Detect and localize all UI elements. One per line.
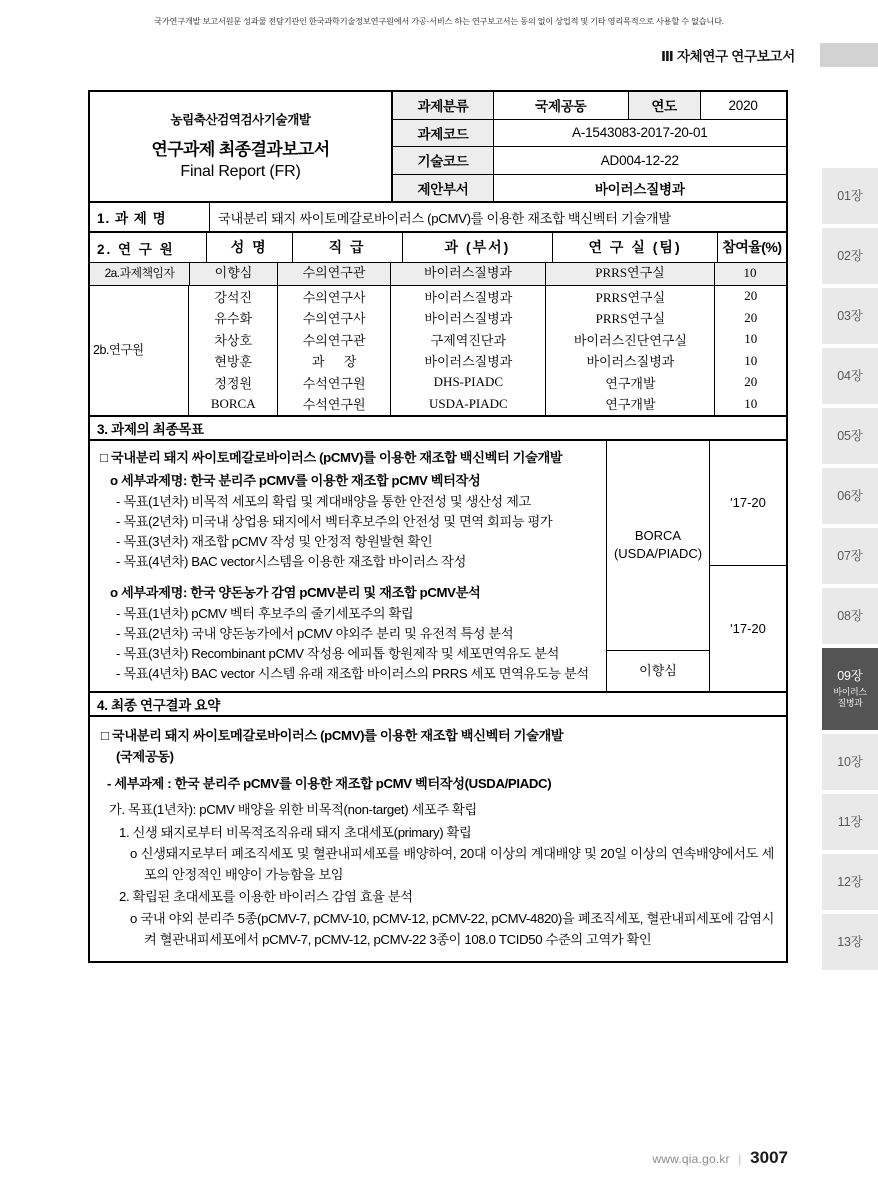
report-meta-block: [391, 92, 786, 201]
chapter-tab-06[interactable]: [822, 468, 878, 524]
header-section-title-text: Ⅲ 자체연구 연구보고서: [660, 49, 796, 64]
meta-value-dept: 바이러스질병과: [493, 175, 786, 202]
member-lab: 연구개발: [605, 397, 656, 413]
goal-item: - 목표(2년차) 미국내 상업용 돼지에서 벡터후보주의 안전성 및 면역 회피능 평가: [116, 513, 553, 529]
member-dept: USDA-PIADC: [428, 395, 508, 411]
section3-block-1-title: □ 국내분리 돼지 싸이토메갈로바이러스 (pCMV)를 이용한 재조합 백신벡터 기술개발: [100, 449, 563, 465]
members-dept-column: [390, 286, 545, 415]
report-table: [88, 90, 788, 963]
chapter-tab-number: 13장: [837, 934, 863, 949]
leader-lab: PRRS연구실: [545, 263, 714, 285]
report-header-row: [90, 92, 786, 201]
member-name: 차상호: [214, 332, 253, 348]
meta-row-category: [393, 92, 786, 119]
col-header-lab: 연 구 실 (팀): [552, 233, 716, 262]
section2-header-row: [90, 231, 786, 262]
section3-block-2-period: '17-20: [710, 565, 786, 691]
meta-row-project-code: [393, 119, 786, 147]
chapter-tab-number: 11장: [837, 814, 863, 829]
report-title-en: Final Report (FR): [180, 163, 301, 180]
section4-title-line1: □ 국내분리 돼지 싸이토메갈로바이러스 (pCMV)를 이용한 재조합 백신벡터 기술개발: [101, 728, 564, 744]
member-dept: 바이러스질병과: [424, 354, 513, 370]
meta-value-year: 2020: [700, 92, 786, 119]
section3-block-1-period: '17-20: [730, 495, 766, 511]
header-section-title: [636, 43, 820, 67]
member-dept: 바이러스질병과: [424, 289, 513, 305]
chapter-tab-10[interactable]: [822, 734, 878, 790]
col-header-rank: 직 급: [292, 233, 402, 262]
member-name: 정정원: [214, 375, 253, 391]
leader-pct: 10: [714, 263, 785, 285]
section4-item-num: 2. 확립된 초대세포를 이용한 바이러스 감염 효율 분석: [119, 889, 413, 905]
section4-title-line2: (국제공동): [116, 748, 174, 764]
chapter-tab-11[interactable]: [822, 794, 878, 850]
chapter-tab-12[interactable]: [822, 854, 878, 910]
member-rank: 수석연구원: [302, 375, 366, 391]
members-lab-column: [545, 286, 714, 415]
col-header-dept: 과 (부서): [402, 233, 553, 262]
members-label: 2b.연구원: [93, 342, 144, 357]
section4-item-o: o 신생돼지로부터 폐조직세포 및 혈관내피세포를 배양하여, 20대 이상의 계대배양 및 20일 이상의 연속배양에서도 세포의 안정적인 배양이 가능함을 보임: [130, 846, 774, 882]
section3-block-1-owner-line2: (USDA/PIADC): [613, 546, 703, 561]
member-pct: 10: [744, 395, 758, 411]
member-dept: 구제역진단과: [430, 332, 507, 348]
chapter-tab-01[interactable]: [822, 168, 878, 224]
section4-items: [101, 800, 774, 950]
chapter-tab-07[interactable]: [822, 528, 878, 584]
member-lab: PRRS연구실: [595, 289, 666, 305]
goal-item: - 목표(1년차) pCMV 벡터 후보주의 줄기세포주의 확립: [116, 605, 414, 621]
member-pct: 10: [744, 331, 758, 347]
member-name: 유수화: [214, 311, 253, 327]
chapter-tab-number: 05장: [837, 428, 863, 443]
chapter-tab-04[interactable]: [822, 348, 878, 404]
members-name-column: [188, 286, 276, 415]
goal-item: - 목표(2년차) 국내 양돈농가에서 pCMV 야외주 분리 및 유전적 특성 분석: [116, 626, 514, 641]
section3-block-2-goals: [100, 604, 597, 684]
goal-item: - 목표(4년차) BAC vector 시스템 유래 재조합 바이러스의 PRRS 세포 면역유도능 분석: [116, 666, 589, 682]
report-title-block: [90, 92, 391, 201]
meta-value-category: 국제공동: [493, 92, 628, 119]
meta-row-tech-code: [393, 146, 786, 174]
meta-label-dept: 제안부서: [393, 175, 493, 202]
chapter-tab-05[interactable]: [822, 408, 878, 464]
section4-item-ga: 가. 목표(1년차): pCMV 배양을 위한 비목적(non-target) 세포주 확립: [109, 801, 477, 817]
leader-rank: 수의연구관: [277, 263, 390, 285]
table-row-leader: [90, 262, 786, 285]
chapter-tab-number: 10장: [837, 754, 863, 769]
col-header-name: 성 명: [206, 233, 292, 262]
section4-item-num: 1. 신생 돼지로부터 비목적조직유래 돼지 초대세포(primary) 확립: [119, 824, 472, 840]
header-band-left-fill: [0, 43, 636, 67]
chapter-tab-list[interactable]: [822, 168, 878, 974]
chapter-tab-number: 01장: [837, 188, 863, 203]
copyright-disclaimer: 국가연구개발 보고서원문 성과물 전담기관인 한국과학기술정보연구원에서 가공·서비스 하는 연구보고서는 동의 없이 상업적 및 기타 영리목적으로 사용할 수 없습니다.: [154, 17, 724, 26]
member-name: 현방훈: [214, 354, 253, 370]
chapter-tab-sublabel-line2: 질병과: [837, 698, 863, 709]
chapter-tab-13[interactable]: [822, 914, 878, 970]
footer-site: www.qia.go.kr: [652, 1152, 730, 1166]
chapter-tab-number: 06장: [837, 488, 863, 503]
section3-period-column: [709, 441, 786, 692]
member-pct: 20: [744, 374, 758, 390]
section3-owner-column: [606, 441, 709, 692]
member-rank: 수의연구사: [302, 289, 366, 305]
member-name: BORCA: [210, 395, 256, 411]
report-subtitle: 농림축산검역검사기술개발: [170, 113, 311, 127]
section4-heading: 4. 최종 연구결과 요약: [90, 691, 786, 715]
section4-body: [90, 715, 786, 961]
chapter-tab-08[interactable]: [822, 588, 878, 644]
footer-page-number: 3007: [750, 1148, 788, 1167]
members-pct-column: [714, 286, 786, 415]
meta-label-category: 과제분류: [393, 92, 493, 119]
section3-block-1-text: [90, 441, 606, 692]
meta-value-project-code: A-1543083-2017-20-01: [493, 120, 786, 147]
meta-label-year: 연도: [628, 92, 700, 119]
section3-block-1: [90, 439, 786, 692]
section3-block-1-owner-line1: BORCA: [634, 528, 682, 544]
goal-item: - 목표(1년차) 비목적 세포의 확립 및 계대배양을 통한 안전성 및 생산성 제고: [116, 493, 531, 509]
report-title-ko: 연구과제 최종결과보고서: [151, 140, 330, 159]
member-rank: 수의연구사: [302, 311, 366, 327]
chapter-tab-number: 03장: [837, 308, 863, 323]
chapter-tab-09[interactable]: [822, 648, 878, 730]
goal-item: - 목표(4년차) BAC vector시스템을 이용한 재조합 바이러스 작성: [116, 553, 466, 569]
member-lab: 바이러스진단연구실: [573, 332, 687, 348]
meta-label-tech-code: 기술코드: [393, 147, 493, 174]
section2-label: 2. 연 구 원: [97, 241, 175, 257]
section3-block-2-subtitle: o 세부과제명: 한국 양돈농가 감염 pCMV분리 및 재조합 pCMV분석: [110, 584, 481, 600]
meta-label-project-code: 과제코드: [393, 120, 493, 147]
section3-block-1-goals: [100, 492, 597, 572]
section1-value: 국내분리 돼지 싸이토메갈로바이러스 (pCMV)를 이용한 재조합 백신벡터 기술개발: [209, 203, 786, 231]
meta-row-dept: [393, 174, 786, 202]
section1-row: [90, 201, 786, 231]
member-rank: 수석연구원: [302, 397, 366, 413]
chapter-tab-sublabel: [833, 687, 866, 710]
chapter-tab-number: 12장: [837, 874, 863, 889]
member-lab: 바이러스질병과: [586, 354, 675, 370]
chapter-tab-02[interactable]: [822, 228, 878, 284]
chapter-tab-number: 07장: [837, 548, 863, 563]
chapter-tab-number: 02장: [837, 248, 863, 263]
member-pct: 10: [744, 352, 758, 368]
member-dept: 바이러스질병과: [424, 311, 513, 327]
member-rank: 수의연구관: [302, 332, 366, 348]
member-dept: DHS-PIADC: [433, 374, 504, 390]
meta-value-tech-code: AD004-12-22: [493, 147, 786, 174]
section3-block-1-owner: [607, 441, 709, 650]
goal-item: - 목표(3년차) Recombinant pCMV 작성용 에피톱 항원제작 및 세포면역유도 분석: [116, 646, 559, 662]
section4-subtask: - 세부과제 : 한국 분리주 pCMV를 이용한 재조합 pCMV 벡터작성(USDA/PIADC): [107, 776, 552, 792]
leader-name: 이향심: [189, 263, 277, 285]
col-header-pct: 참여율(%): [717, 233, 786, 262]
member-pct: 20: [744, 309, 758, 325]
chapter-tab-sublabel-line1: 바이러스: [833, 686, 867, 697]
leader-dept: 바이러스질병과: [390, 263, 545, 285]
goal-item: - 목표(3년차) 재조합 pCMV 작성 및 안정적 항원발현 확인: [116, 533, 433, 549]
section1-label: 1. 과 제 명: [97, 211, 167, 226]
member-rank: 과 장: [311, 354, 357, 370]
section3-block-2-owner: 이향심: [607, 650, 709, 692]
section3-heading: 3. 과제의 최종목표: [90, 415, 786, 439]
chapter-tab-number: 08장: [837, 608, 863, 623]
member-lab: PRRS연구실: [595, 311, 666, 327]
members-rank-column: [277, 286, 390, 415]
section3-block-1-subtitle: o 세부과제명: 한국 분리주 pCMV를 이용한 재조합 pCMV 벡터작성: [110, 472, 481, 488]
section2-members-block: [90, 285, 786, 415]
footer-separator: |: [738, 1152, 742, 1166]
member-pct: 20: [744, 288, 758, 304]
member-name: 강석진: [214, 289, 253, 305]
chapter-tab-number: 04장: [837, 368, 863, 383]
chapter-tab-number: 09장: [837, 668, 863, 683]
member-lab: 연구개발: [605, 375, 656, 391]
chapter-tab-03[interactable]: [822, 288, 878, 344]
page-footer: [0, 1148, 788, 1168]
section4-item-o: o 국내 야외 분리주 5종(pCMV-7, pCMV-10, pCMV-12, pCMV-22, pCMV-4820)을 폐조직세포, 혈관내피세포에 감염시켜 혈관내피세포에서 pCMV-7, pCMV-12, pCMV-22 3종이 108.0 TCID50 수준의 고역가 확인: [130, 910, 774, 947]
leader-label: 2a.과제책임자: [90, 263, 189, 285]
